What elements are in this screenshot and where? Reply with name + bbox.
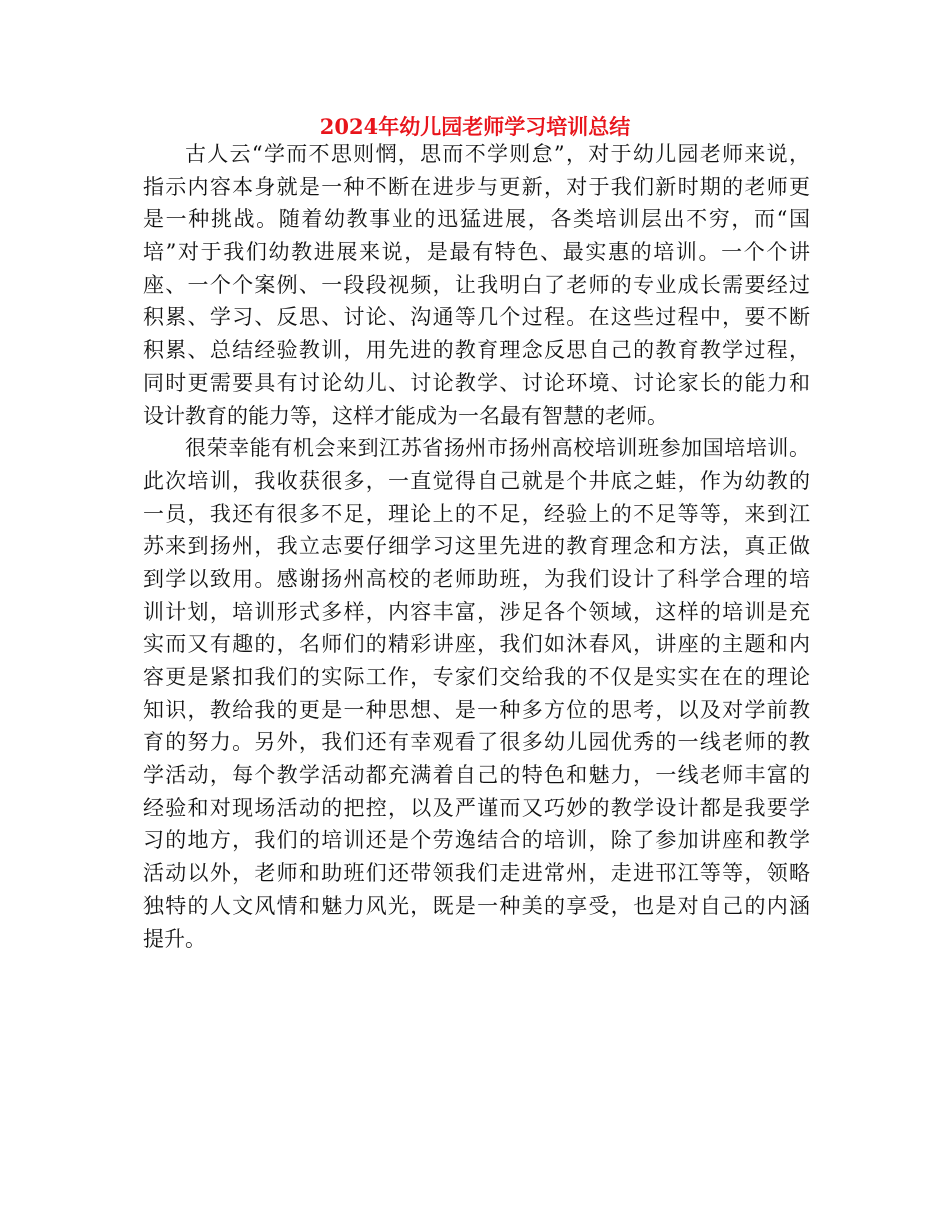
text-line: 苏来到扬州，我立志要仔细学习这里先进的教育理念和方法，真正做 <box>143 534 810 559</box>
text-line: 经验和对现场活动的把控，以及严谨而又巧妙的教学设计都是我要学 <box>143 795 810 820</box>
text-line: 活动以外，老师和助班们还带领我们走进常州，走进邗江等等，领略 <box>143 861 810 886</box>
paragraph-1 <box>143 138 810 432</box>
text-line: 知识，教给我的更是一种思想、是一种多方位的思考，以及对学前教 <box>143 697 810 722</box>
text-line: 育的努力。另外，我们还有幸观看了很多幼儿园优秀的一线老师的教 <box>143 730 810 755</box>
text-line: 座、一个个案例、一段段视频，让我明白了老师的专业成长需要经过 <box>143 272 810 297</box>
text-line: 同时更需要具有讨论幼儿、讨论教学、讨论环境、讨论家长的能力和 <box>143 370 810 395</box>
paragraph-2 <box>143 432 810 955</box>
text-line: 是一种挑战。随着幼教事业的迅猛进展，各类培训层出不穷，而“国 <box>143 207 810 232</box>
text-line: 独特的人文风情和魅力风光，既是一种美的享受，也是对自己的内涵 <box>143 893 810 918</box>
text-line: 学活动，每个教学活动都充满着自己的特色和魅力，一线老师丰富的 <box>143 763 810 788</box>
document-body <box>143 138 810 955</box>
text-line: 很荣幸能有机会来到江苏省扬州市扬州高校培训班参加国培培训。 <box>185 436 810 461</box>
text-line: 容更是紧扣我们的实际工作，专家们交给我的不仅是实实在在的理论 <box>143 665 810 689</box>
text-line: 习的地方，我们的培训还是个劳逸结合的培训，除了参加讲座和教学 <box>143 828 810 853</box>
text-line: 设计教育的能力等，这样才能成为一名最有智慧的老师。 <box>143 403 668 428</box>
text-line: 到学以致用。感谢扬州高校的老师助班，为我们设计了科学合理的培 <box>143 566 810 591</box>
text-line: 培”对于我们幼教进展来说，是最有特色、最实惠的培训。一个个讲 <box>143 240 810 265</box>
text-line: 指示内容本身就是一种不断在进步与更新，对于我们新时期的老师更 <box>143 174 810 199</box>
text-line: 提升。 <box>143 926 206 951</box>
text-line: 一员，我还有很多不足，理论上的不足，经验上的不足等等，来到江 <box>143 501 810 526</box>
document-title: 2024年幼儿园老师学习培训总结 <box>319 114 631 139</box>
text-line: 此次培训，我收获很多，一直觉得自己就是个井底之蛙，作为幼教的 <box>143 468 810 493</box>
text-line: 古人云“学而不思则惘，思而不学则怠”，对于幼儿园老师来说， <box>185 142 810 166</box>
text-line: 实而又有趣的，名师们的精彩讲座，我们如沐春风，讲座的主题和内 <box>143 632 810 657</box>
text-line: 训计划，培训形式多样，内容丰富，涉足各个领域，这样的培训是充 <box>143 599 810 624</box>
text-line: 积累、学习、反思、讨论、沟通等几个过程。在这些过程中，要不断 <box>143 305 810 330</box>
text-line: 积累、总结经验教训，用先进的教育理念反思自己的教育教学过程， <box>143 338 810 363</box>
